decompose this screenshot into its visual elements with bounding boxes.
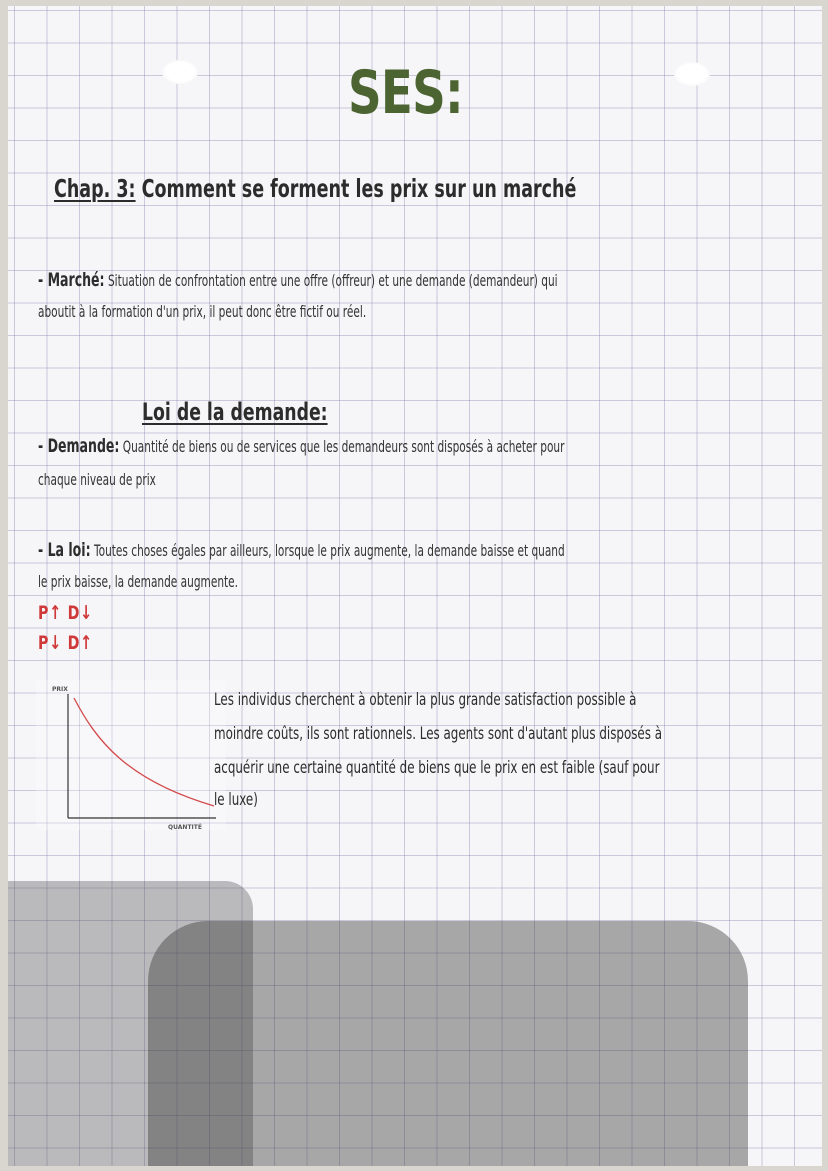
demande-definition-line2 [38, 470, 156, 490]
loi-definition-line2 [38, 572, 238, 592]
demande-term: - Demande: [38, 435, 120, 457]
loi-text-2: le prix baisse, la demande augmente. [38, 572, 239, 591]
chapter-heading [54, 174, 576, 204]
marche-definition-line1 [38, 270, 558, 291]
demand-curve-graph [36, 680, 226, 830]
demande-text-2: chaque niveau de prix [38, 470, 156, 489]
chapter-title: Comment se forment les prix sur un marché [141, 174, 577, 203]
loi-term: - La loi: [38, 539, 91, 561]
marche-text-1: Situation de confrontation entre une offre (offreur) et une demande (demandeur) qui [107, 271, 558, 290]
explanation-line2: moindre coûts, ils sont rationnels. Les agents sont d'autant plus disposés à [214, 724, 663, 744]
loi-text-1: Toutes choses égales par ailleurs, lorsque le prix augmente, la demande baisse et quand [93, 541, 565, 560]
price-down-demand-up: P↓ D↑ [38, 632, 93, 654]
marche-definition-line2 [38, 302, 366, 322]
page-title: SES: [348, 58, 463, 128]
explanation-line3: acquérir une certaine quantité de biens que le prix en est faible (sauf pour [214, 758, 660, 778]
graph-x-label: QUANTITÉ [168, 824, 202, 830]
hand-shadow-main [148, 921, 748, 1166]
demand-curve [74, 698, 214, 806]
notebook-page [8, 6, 822, 1166]
demande-definition-line1 [38, 436, 564, 457]
loi-demande-heading: Loi de la demande: [142, 398, 328, 426]
loi-definition-line1 [38, 540, 565, 561]
chapter-label: Chap. 3: [54, 174, 136, 203]
graph-y-label: PRIX [52, 686, 68, 693]
demande-text-1: Quantité de biens ou de services que les demandeurs sont disposés à acheter pour [122, 437, 565, 456]
marche-text-2: aboutit à la formation d'un prix, il peut donc être fictif ou réel. [38, 302, 367, 321]
explanation-line4: le luxe) [214, 790, 258, 810]
explanation-line1: Les individus cherchent à obtenir la plus grande satisfaction possible à [214, 690, 637, 710]
punch-hole-right [674, 62, 710, 86]
punch-hole-left [162, 60, 198, 84]
price-up-demand-down: P↑ D↓ [38, 602, 93, 624]
marche-term: - Marché: [38, 269, 105, 291]
